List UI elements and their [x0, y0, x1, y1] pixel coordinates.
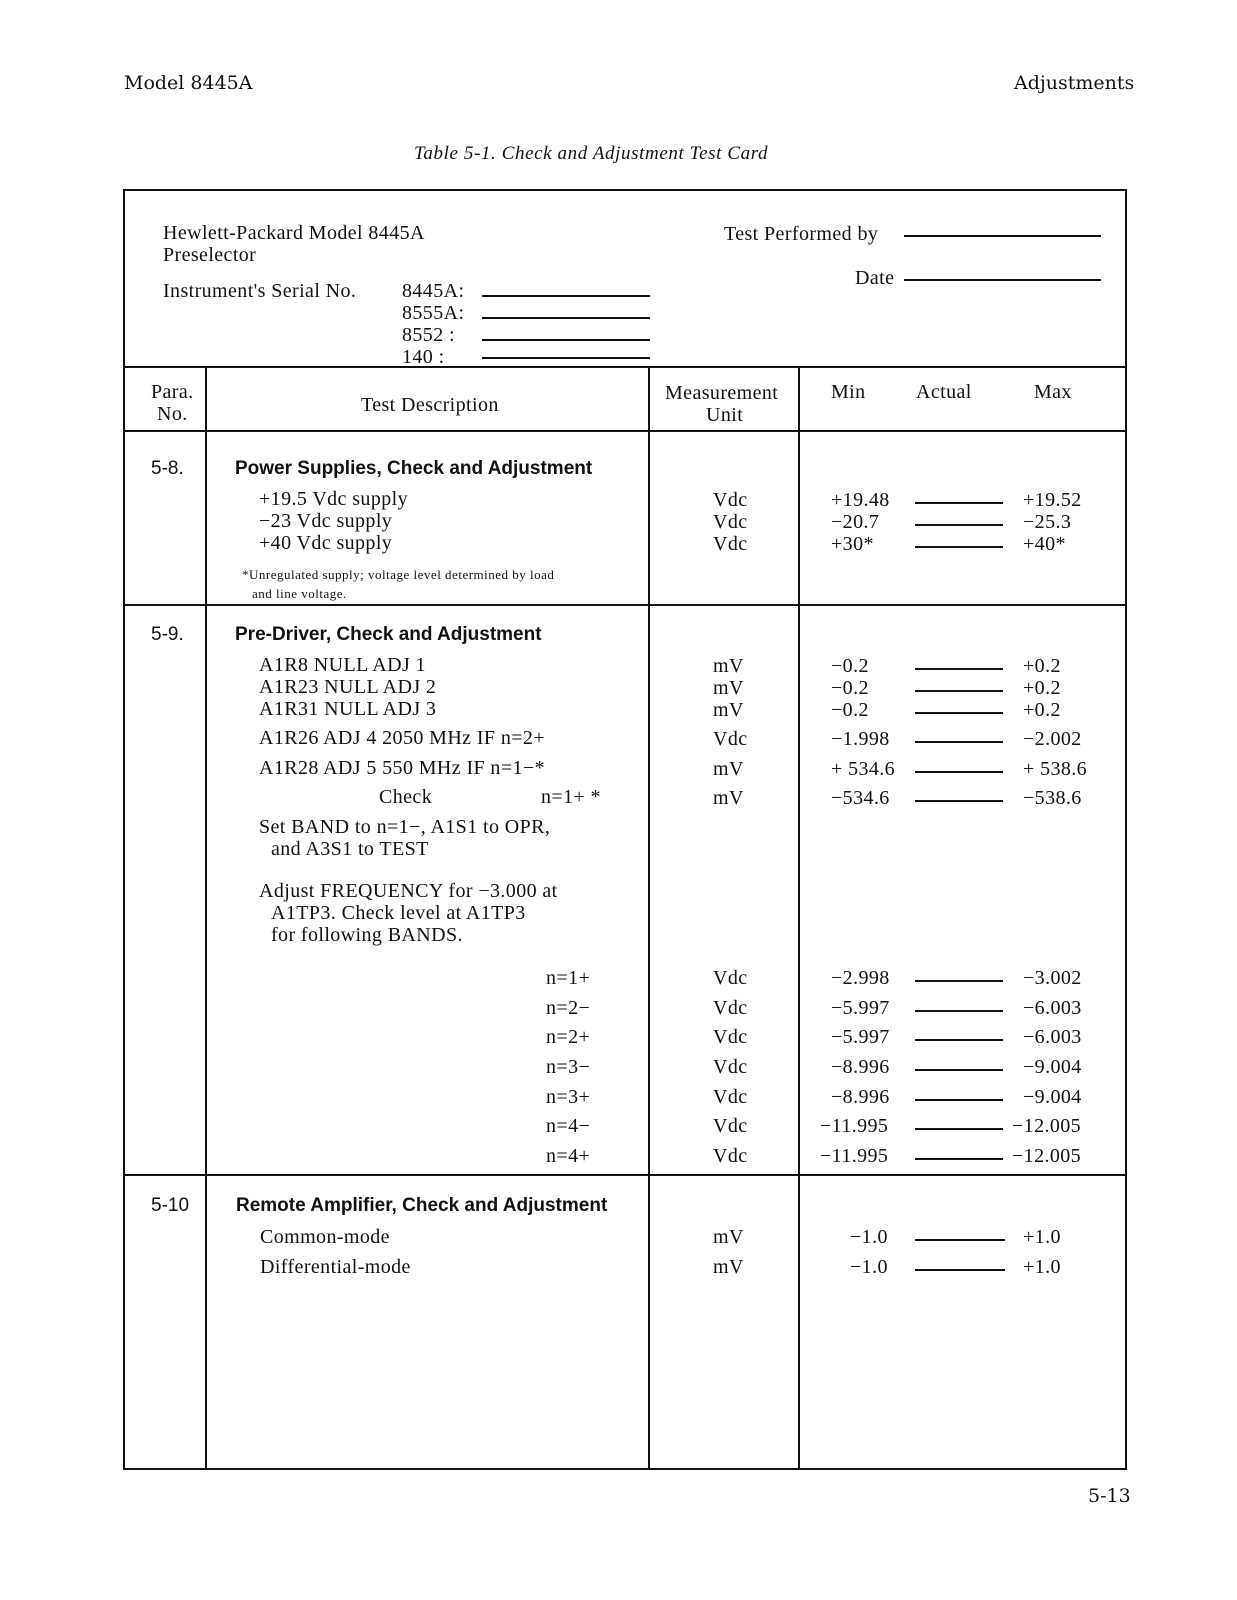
actual-field[interactable] [915, 800, 1003, 802]
measurement-unit: Vdc [713, 533, 748, 555]
min-value: −5.997 [831, 1026, 890, 1048]
band-label: n=4+ [546, 1145, 591, 1167]
min-value: −8.996 [831, 1056, 890, 1078]
test-description: +19.5 Vdc supply [259, 488, 408, 510]
col-min: Min [831, 381, 866, 403]
max-value: −12.005 [1012, 1145, 1082, 1167]
actual-field[interactable] [915, 546, 1003, 548]
max-value: + 538.6 [1023, 758, 1088, 780]
band-label: n=2+ [546, 1026, 591, 1048]
actual-field[interactable] [915, 1239, 1005, 1241]
test-description: Differential-mode [260, 1256, 411, 1278]
band-label: n=4− [546, 1115, 591, 1137]
min-value: −1.0 [850, 1226, 888, 1248]
actual-field[interactable] [915, 1269, 1005, 1271]
actual-field[interactable] [915, 502, 1003, 504]
instruction-text: A1TP3. Check level at A1TP3 [271, 902, 526, 924]
header-section: Adjustments [1014, 72, 1135, 94]
min-value: −0.2 [831, 677, 869, 699]
instruction-text: Adjust FREQUENCY for −3.000 at [259, 880, 558, 902]
min-value: +30* [831, 533, 874, 555]
measurement-unit: mV [713, 699, 744, 721]
test-description: A1R26 ADJ 4 2050 MHz IF n=2+ [259, 727, 545, 749]
measurement-unit: Vdc [713, 1026, 748, 1048]
measurement-unit: Vdc [713, 1145, 748, 1167]
actual-field[interactable] [915, 712, 1003, 714]
min-value: −8.996 [831, 1086, 890, 1108]
check-label: Check [379, 786, 433, 808]
serial-field-140[interactable] [482, 357, 650, 359]
table-title: Table 5-1. Check and Adjustment Test Card [414, 143, 769, 164]
max-value: +0.2 [1023, 655, 1061, 677]
max-value: +1.0 [1023, 1226, 1061, 1248]
actual-field[interactable] [915, 1039, 1003, 1041]
min-value: + 534.6 [831, 758, 896, 780]
measurement-unit: mV [713, 1226, 744, 1248]
max-value: −6.003 [1023, 997, 1082, 1019]
header-model: Model 8445A [124, 72, 253, 94]
test-performed-field[interactable] [904, 235, 1101, 237]
max-value: +1.0 [1023, 1256, 1061, 1278]
test-description: A1R8 NULL ADJ 1 [259, 654, 426, 676]
max-value: −12.005 [1012, 1115, 1082, 1137]
min-value: −534.6 [831, 787, 890, 809]
serial-model-8445a: 8445A: [402, 280, 465, 302]
actual-field[interactable] [915, 690, 1003, 692]
col-test-description: Test Description [361, 394, 499, 416]
measurement-unit: Vdc [713, 1086, 748, 1108]
band-label: n=3− [546, 1056, 591, 1078]
instruction-text: Set BAND to n=1−, A1S1 to OPR, [259, 816, 551, 838]
max-value: +0.2 [1023, 699, 1061, 721]
min-value: −0.2 [831, 699, 869, 721]
min-value: −5.997 [831, 997, 890, 1019]
measurement-unit: Vdc [713, 728, 748, 750]
test-performed-label: Test Performed by [724, 223, 879, 245]
actual-field[interactable] [915, 771, 1003, 773]
instruction-text: and A3S1 to TEST [271, 838, 429, 860]
para-number: 5-8. [151, 458, 184, 479]
actual-field[interactable] [915, 1010, 1003, 1012]
section-title: Remote Amplifier, Check and Adjustment [236, 1195, 608, 1216]
serial-field-8552[interactable] [482, 339, 650, 341]
instrument-subtitle: Preselector [163, 244, 257, 266]
measurement-unit: Vdc [713, 1056, 748, 1078]
max-value: −25.3 [1023, 511, 1072, 533]
date-label: Date [855, 267, 895, 289]
test-description: A1R31 NULL ADJ 3 [259, 698, 437, 720]
measurement-unit: mV [713, 677, 744, 699]
max-value: +19.52 [1023, 489, 1082, 511]
col-max: Max [1034, 381, 1072, 403]
band-label: n=1+ * [541, 786, 601, 808]
band-label: n=1+ [546, 967, 591, 989]
min-value: −20.7 [831, 511, 880, 533]
col-para-line2: No. [157, 403, 188, 425]
test-description: A1R23 NULL ADJ 2 [259, 676, 437, 698]
col-actual: Actual [916, 381, 972, 403]
min-value: −11.995 [820, 1145, 889, 1167]
actual-field[interactable] [915, 1099, 1003, 1101]
min-value: −1.998 [831, 728, 890, 750]
serial-model-140: 140 : [402, 346, 445, 368]
measurement-unit: mV [713, 787, 744, 809]
measurement-unit: Vdc [713, 967, 748, 989]
section-title: Pre-Driver, Check and Adjustment [235, 624, 542, 645]
section-title: Power Supplies, Check and Adjustment [235, 458, 593, 479]
para-number: 5-10 [151, 1195, 190, 1216]
max-value: −9.004 [1023, 1056, 1082, 1078]
instruction-text: for following BANDS. [271, 924, 463, 946]
col-unit-line1: Measurement [665, 382, 779, 404]
max-value: +0.2 [1023, 677, 1061, 699]
date-field[interactable] [904, 279, 1101, 281]
max-value: −3.002 [1023, 967, 1082, 989]
serial-field-8445a[interactable] [482, 295, 650, 297]
page-number: 5-13 [1088, 1485, 1131, 1507]
actual-field[interactable] [915, 1069, 1003, 1071]
measurement-unit: mV [713, 655, 744, 677]
footnote-line2: and line voltage. [252, 586, 347, 601]
measurement-unit: Vdc [713, 997, 748, 1019]
max-value: +40* [1023, 533, 1066, 555]
actual-field[interactable] [915, 668, 1003, 670]
actual-field[interactable] [915, 980, 1003, 982]
measurement-unit: mV [713, 758, 744, 780]
min-value: +19.48 [831, 489, 890, 511]
max-value: −9.004 [1023, 1086, 1082, 1108]
actual-field[interactable] [915, 1128, 1003, 1130]
min-value: −11.995 [820, 1115, 889, 1137]
measurement-unit: Vdc [713, 511, 748, 533]
measurement-unit: Vdc [713, 1115, 748, 1137]
min-value: −1.0 [850, 1256, 888, 1278]
min-value: −2.998 [831, 967, 890, 989]
serial-field-8555a[interactable] [482, 317, 650, 319]
para-number: 5-9. [151, 624, 184, 645]
max-value: −6.003 [1023, 1026, 1082, 1048]
test-description: −23 Vdc supply [259, 510, 393, 532]
measurement-unit: mV [713, 1256, 744, 1278]
band-label: n=3+ [546, 1086, 591, 1108]
max-value: −538.6 [1023, 787, 1082, 809]
instrument-name: Hewlett-Packard Model 8445A [163, 222, 425, 244]
serial-label: Instrument's Serial No. [163, 280, 357, 302]
actual-field[interactable] [915, 741, 1003, 743]
band-label: n=2− [546, 997, 591, 1019]
col-para-line1: Para. [151, 381, 194, 403]
min-value: −0.2 [831, 655, 869, 677]
test-description: +40 Vdc supply [259, 532, 393, 554]
serial-model-8555a: 8555A: [402, 302, 465, 324]
col-unit-line2: Unit [706, 404, 744, 426]
serial-model-8552: 8552 : [402, 324, 455, 346]
footnote-line1: *Unregulated supply; voltage level determined by load [242, 567, 555, 582]
actual-field[interactable] [915, 1158, 1003, 1160]
actual-field[interactable] [915, 524, 1003, 526]
max-value: −2.002 [1023, 728, 1082, 750]
test-description: A1R28 ADJ 5 550 MHz IF n=1−* [259, 757, 545, 779]
measurement-unit: Vdc [713, 489, 748, 511]
test-description: Common-mode [260, 1226, 390, 1248]
